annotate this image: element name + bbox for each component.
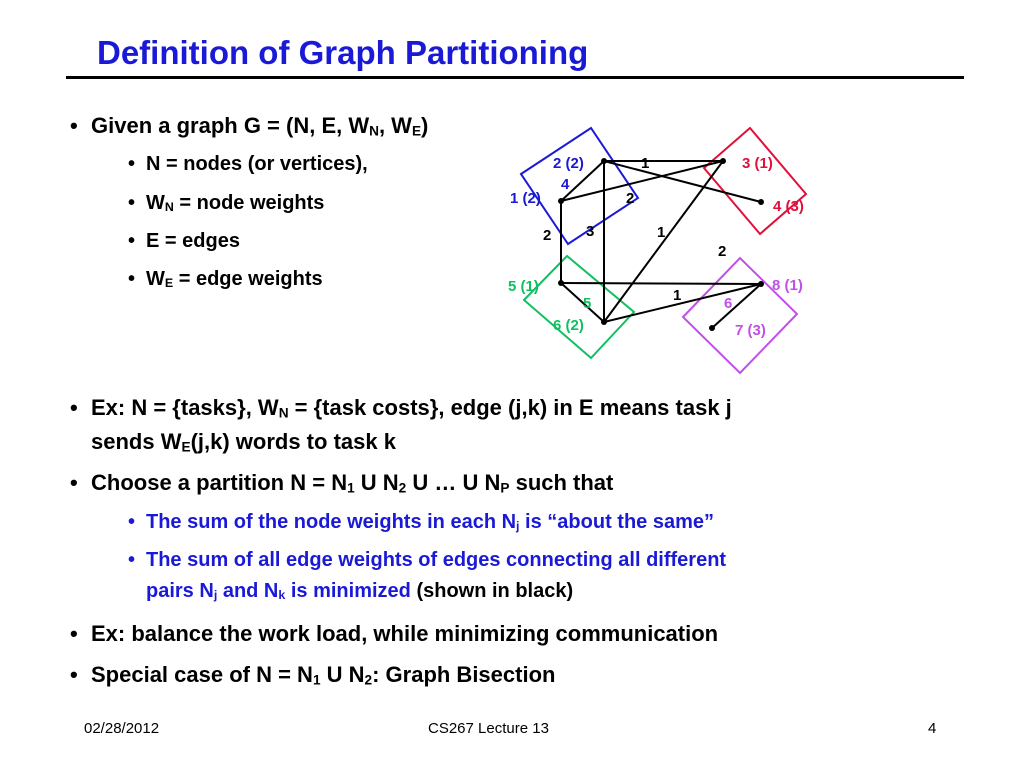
sub-bullet-dot: •: [128, 511, 136, 533]
sub-bullet-dot: •: [128, 268, 136, 290]
node-label-6: 6 (2): [553, 317, 584, 334]
node-label-1: 1 (2): [510, 190, 541, 207]
sub-bullet-dot: •: [128, 153, 136, 175]
node-label-5: 5 (1): [508, 278, 539, 295]
partition-red: [704, 128, 806, 234]
sub-bullet-dot: •: [128, 192, 136, 214]
edge-weight: 6: [724, 295, 733, 312]
edge-weight: 2: [543, 227, 552, 244]
bullet-dot: •: [70, 662, 78, 687]
edge-weight: 3: [586, 223, 595, 240]
node-1: [558, 198, 564, 204]
bullet-balance-work: Ex: balance the work load, while minimizing communication: [91, 621, 719, 646]
bullet-example-tasks-line2: sends $W_E(j,k)$ words to task k: [91, 429, 396, 455]
edge-weight: 4: [561, 176, 570, 193]
bullet-graph-bisection: Special case of $N = N_1$ U $N_2$: Graph Bisection: [91, 662, 556, 688]
edge-weight: 1: [641, 155, 650, 172]
footer-course: CS267 Lecture 13: [428, 720, 549, 737]
sub-bullet-edge-weight-sum-line1: The sum of all edge weights of edges connecting all different: [146, 549, 727, 571]
node-7: [709, 325, 715, 331]
sub-bullet-node-weights: $W_N$ = node weights: [146, 192, 325, 215]
footer-page-number: 4: [928, 720, 937, 737]
bullet-dot: •: [70, 395, 78, 420]
edge-weight: 1: [673, 287, 682, 304]
footer-date: 02/28/2012: [84, 720, 160, 737]
node-4: [758, 199, 764, 205]
node-label-7: 7 (3): [735, 322, 766, 339]
edge-5-8: [561, 283, 761, 284]
edge-weight: 2: [626, 190, 635, 207]
node-label-3: 3 (1): [742, 155, 773, 172]
node-3: [720, 158, 726, 164]
bullet-given-graph: Given a graph G = (N, E, $W_N$, $W_E$): [91, 113, 429, 139]
partition-purple: [683, 258, 797, 373]
edge-weight: 1: [657, 224, 666, 241]
node-label-8: 8 (1): [772, 277, 803, 294]
sub-bullet-dot: •: [128, 230, 136, 252]
bullet-dot: •: [70, 621, 78, 646]
bullet-dot: •: [70, 470, 78, 495]
bullet-choose-partition: Choose a partition $N = N_1$ U $N_2$ U … U $N_P$ such that: [91, 470, 614, 496]
node-label-4: 4 (3): [773, 198, 804, 215]
edge-weight: 2: [718, 243, 727, 260]
sub-bullet-edge-weight-sum-line2: pairs $N_j$ and $N_k$ is minimized (shown in black): [146, 580, 574, 603]
sub-bullet-edge-weights: $W_E$ = edge weights: [146, 268, 323, 291]
partition-green: [524, 256, 634, 358]
edge-weight: 5: [583, 295, 592, 312]
node-5: [558, 280, 564, 286]
sub-bullet-dot: •: [128, 549, 136, 571]
slide-title: Definition of Graph Partitioning: [97, 34, 589, 71]
sub-bullet-edges: E = edges: [146, 230, 240, 252]
sub-bullet-nodes: N = nodes (or vertices),: [146, 153, 368, 175]
bullet-dot: •: [70, 113, 78, 138]
bullet-example-tasks-line1: Ex: N = {tasks}, $W_N$ = {task costs}, edge (j,k) in E means task j: [91, 395, 732, 421]
node-2: [601, 158, 607, 164]
node-6: [601, 319, 607, 325]
node-8: [758, 281, 764, 287]
sub-bullet-node-weight-sum: The sum of the node weights in each $N_j$ is “about the same”: [146, 511, 714, 534]
node-label-2: 2 (2): [553, 155, 584, 172]
